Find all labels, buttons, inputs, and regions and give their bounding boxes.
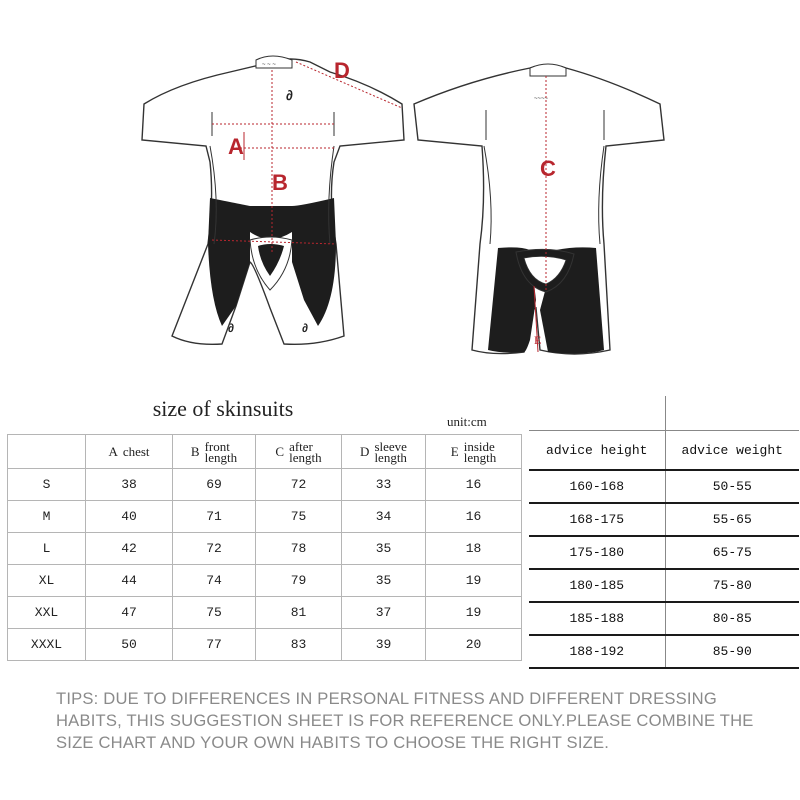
size-value-cell: 81 bbox=[256, 597, 342, 629]
size-value-cell: 47 bbox=[86, 597, 173, 629]
advice-height-cell: 175-180 bbox=[529, 536, 665, 569]
size-value-cell: 77 bbox=[173, 629, 256, 661]
back-view bbox=[414, 64, 664, 354]
advice-weight-cell: 80-85 bbox=[665, 602, 799, 635]
size-row bbox=[8, 501, 522, 533]
size-value-cell: 19 bbox=[426, 597, 522, 629]
advice-height-cell: 160-168 bbox=[529, 470, 665, 503]
header-size-cell bbox=[8, 435, 86, 469]
size-table-header-row bbox=[8, 435, 522, 469]
size-value-cell: 78 bbox=[256, 533, 342, 565]
header-label: chest bbox=[122, 443, 150, 459]
advice-row bbox=[529, 503, 799, 536]
advice-height-cell: 168-175 bbox=[529, 503, 665, 536]
header-letter: B bbox=[190, 443, 200, 459]
size-value-cell: 16 bbox=[426, 469, 522, 501]
advice-weight-cell: 85-90 bbox=[665, 635, 799, 668]
size-value-cell: 35 bbox=[342, 565, 426, 597]
size-value-cell: 39 bbox=[342, 629, 426, 661]
size-value-cell: 44 bbox=[86, 565, 173, 597]
advice-height-cell: 185-188 bbox=[529, 602, 665, 635]
size-chart-title: size of skinsuits bbox=[152, 396, 294, 421]
size-row bbox=[8, 597, 522, 629]
advice-height-cell: 188-192 bbox=[529, 635, 665, 668]
front-view bbox=[142, 56, 404, 344]
back-neck-logo: ~~~~ bbox=[534, 96, 549, 102]
header-label-line: sleeve bbox=[374, 438, 407, 454]
advice-weight-cell: 65-75 bbox=[665, 536, 799, 569]
header-cell bbox=[342, 435, 426, 469]
header-label-line: length bbox=[289, 449, 322, 465]
tips-text: TIPS: DUE TO DIFFERENCES IN PERSONAL FITNESS AND DIFFERENT DRESSING HABITS, THIS SUGGESTION SHEET IS FOR REFERENCE ONLY.PLEASE COMBINE THE SIZE CHART AND YOUR OWN HABITS TO CHOOSE THE RIGHT SIZE. bbox=[56, 689, 754, 752]
size-value-cell: 71 bbox=[173, 501, 256, 533]
header-label-line: after bbox=[289, 438, 313, 454]
blank-cell bbox=[529, 396, 665, 431]
size-value-cell: 37 bbox=[342, 597, 426, 629]
svg-text:~ ~ ~: ~ ~ ~ bbox=[262, 62, 276, 68]
header-letter: D bbox=[360, 443, 370, 459]
front-suit-outline bbox=[142, 59, 404, 344]
size-value-cell: 33 bbox=[342, 469, 426, 501]
advice-header-cell: advice height bbox=[529, 431, 665, 471]
size-value-cell: 38 bbox=[86, 469, 173, 501]
size-label-cell: S bbox=[8, 469, 86, 501]
front-right-leg-logo: ∂ bbox=[302, 321, 308, 335]
advice-header-cell: advice weight bbox=[665, 431, 799, 471]
back-suit-outline bbox=[414, 65, 664, 354]
size-label-cell: M bbox=[8, 501, 86, 533]
size-value-cell: 79 bbox=[256, 565, 342, 597]
header-label-line: length bbox=[463, 449, 497, 465]
size-value-cell: 16 bbox=[426, 501, 522, 533]
size-label-cell: XL bbox=[8, 565, 86, 597]
size-row bbox=[8, 533, 522, 565]
size-value-cell: 19 bbox=[426, 565, 522, 597]
size-table bbox=[7, 434, 522, 661]
blank-cell bbox=[665, 396, 799, 431]
header-cell bbox=[426, 435, 522, 469]
size-value-cell: 75 bbox=[256, 501, 342, 533]
advice-row bbox=[529, 470, 799, 503]
label-b: B bbox=[272, 170, 288, 195]
advice-weight-cell: 55-65 bbox=[665, 503, 799, 536]
size-value-cell: 20 bbox=[426, 629, 522, 661]
size-chart-panel bbox=[7, 394, 527, 658]
size-value-cell: 72 bbox=[173, 533, 256, 565]
advice-blank-row bbox=[529, 396, 799, 431]
header-cell bbox=[256, 435, 342, 469]
header-label-line: length bbox=[204, 449, 238, 465]
size-label-cell: XXL bbox=[8, 597, 86, 629]
label-c: C bbox=[540, 156, 556, 181]
label-a: A bbox=[228, 134, 244, 159]
size-value-cell: 50 bbox=[86, 629, 173, 661]
header-label-line: front bbox=[204, 438, 230, 454]
label-d: D bbox=[334, 58, 350, 83]
front-left-leg-logo: ∂ bbox=[228, 321, 234, 335]
advice-header-row bbox=[529, 431, 799, 471]
size-row bbox=[8, 469, 522, 501]
header-letter: C bbox=[275, 443, 285, 459]
size-value-cell: 72 bbox=[256, 469, 342, 501]
size-value-cell: 83 bbox=[256, 629, 342, 661]
size-value-cell: 35 bbox=[342, 533, 426, 565]
size-value-cell: 42 bbox=[86, 533, 173, 565]
advice-panel bbox=[529, 396, 799, 660]
skinsuit-measurement-diagram bbox=[0, 0, 800, 370]
size-row bbox=[8, 565, 522, 597]
advice-weight-cell: 75-80 bbox=[665, 569, 799, 602]
advice-row bbox=[529, 569, 799, 602]
header-cell bbox=[173, 435, 256, 469]
size-value-cell: 34 bbox=[342, 501, 426, 533]
size-label-cell: L bbox=[8, 533, 86, 565]
advice-row bbox=[529, 635, 799, 668]
advice-weight-cell: 50-55 bbox=[665, 470, 799, 503]
size-value-cell: 69 bbox=[173, 469, 256, 501]
advice-row bbox=[529, 536, 799, 569]
unit-label: unit:cm bbox=[447, 414, 487, 429]
size-value-cell: 40 bbox=[86, 501, 173, 533]
size-value-cell: 18 bbox=[426, 533, 522, 565]
header-label-line: length bbox=[374, 449, 407, 465]
advice-height-cell: 180-185 bbox=[529, 569, 665, 602]
size-value-cell: 74 bbox=[173, 565, 256, 597]
front-chest-logo: ∂ bbox=[286, 87, 293, 103]
header-letter: A bbox=[108, 443, 118, 459]
header-letter: E bbox=[450, 443, 459, 459]
size-label-cell: XXXL bbox=[8, 629, 86, 661]
label-e: E bbox=[534, 333, 542, 347]
size-row bbox=[8, 629, 522, 661]
header-cell bbox=[86, 435, 173, 469]
advice-row bbox=[529, 602, 799, 635]
advice-table bbox=[529, 396, 799, 669]
size-value-cell: 75 bbox=[173, 597, 256, 629]
header-label-line: inside bbox=[463, 438, 495, 454]
